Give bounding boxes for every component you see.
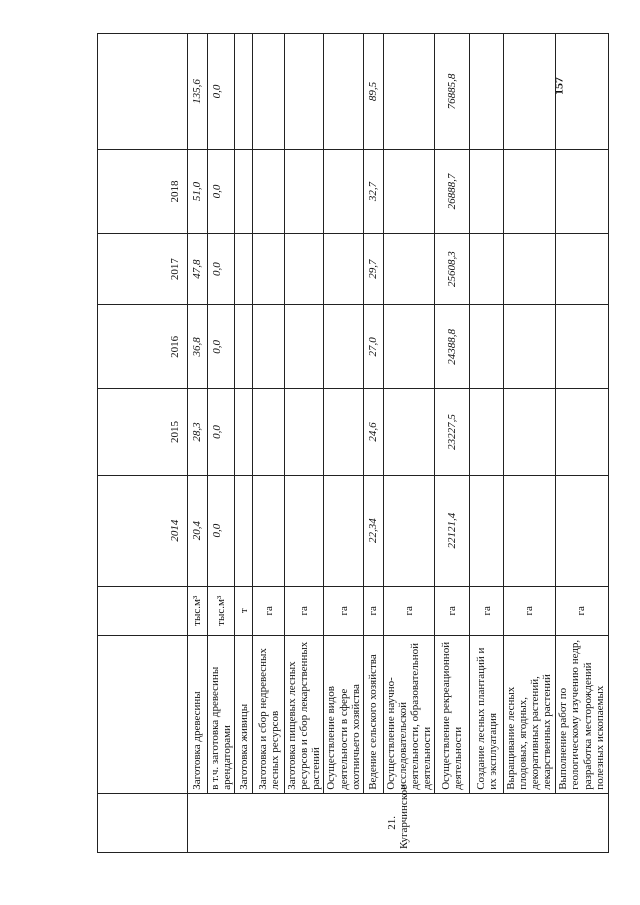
value-cell	[285, 150, 324, 234]
unit-cell: га	[285, 586, 324, 635]
activity-cell: Заготовка живицы	[235, 635, 253, 793]
value-cell	[285, 34, 324, 150]
region-number: 21.	[385, 816, 398, 830]
value-cell	[504, 34, 555, 150]
value-cell	[504, 305, 555, 389]
value-cell: 0,0	[208, 34, 235, 150]
table-row	[324, 34, 363, 853]
value-cell	[383, 475, 434, 586]
value-cell	[324, 233, 363, 305]
value-cell: 89,5	[363, 34, 383, 150]
value-cell	[324, 475, 363, 586]
value-cell	[504, 389, 555, 475]
value-cell	[555, 233, 608, 305]
value-cell	[383, 233, 434, 305]
value-cell: 25608,3	[435, 233, 470, 305]
unit-cell: тыс.м³	[208, 586, 235, 635]
unit-cell: га	[435, 586, 470, 635]
value-cell	[504, 233, 555, 305]
value-cell	[555, 389, 608, 475]
value-cell	[253, 475, 285, 586]
value-cell: 29,7	[363, 233, 383, 305]
unit-cell: тыс.м³	[188, 586, 208, 635]
unit-cell: га	[383, 586, 434, 635]
page-number: 157	[551, 77, 566, 95]
value-cell	[285, 475, 324, 586]
activity-cell: Заготовка и сбор недревесных лесных ресурсов	[253, 635, 285, 793]
value-cell	[235, 389, 253, 475]
value-cell	[324, 150, 363, 234]
value-cell	[555, 150, 608, 234]
value-cell	[383, 305, 434, 389]
activity-cell: Выращивание лесных плодовых, ягодных, декоративных растений, лекарственных растений	[504, 635, 555, 793]
value-cell	[555, 305, 608, 389]
value-cell	[470, 305, 504, 389]
header-row	[98, 34, 188, 853]
value-cell: 22121,4	[435, 475, 470, 586]
value-cell: 32,7	[363, 150, 383, 234]
value-cell	[383, 150, 434, 234]
table-row	[188, 34, 208, 853]
value-cell: 26888,7	[435, 150, 470, 234]
value-cell	[470, 233, 504, 305]
value-cell: 0,0	[208, 233, 235, 305]
header-year-2018: 2018	[98, 150, 188, 234]
value-cell	[235, 305, 253, 389]
table-row	[285, 34, 324, 853]
value-cell	[324, 389, 363, 475]
value-cell: 36,8	[188, 305, 208, 389]
region-cell	[188, 784, 609, 852]
value-cell	[253, 150, 285, 234]
value-cell	[470, 34, 504, 150]
value-cell: 0,0	[208, 150, 235, 234]
value-cell	[285, 233, 324, 305]
value-cell: 0,0	[208, 389, 235, 475]
unit-cell: га	[504, 586, 555, 635]
header-year-2016: 2016	[98, 305, 188, 389]
unit-cell: га	[253, 586, 285, 635]
value-cell: 51,0	[188, 150, 208, 234]
activity-cell: в т.ч. заготовка древесины арендаторами	[208, 635, 235, 793]
table-row	[363, 34, 383, 853]
activity-cell: Заготовка пищевых лесных ресурсов и сбор лекарственных растений	[285, 635, 324, 793]
value-cell	[235, 34, 253, 150]
value-cell	[470, 389, 504, 475]
forest-use-table	[97, 33, 609, 853]
activity-cell: Ведение сельского хозяйства	[363, 635, 383, 793]
activity-cell: Осуществление видов деятельности в сфере охотничьего хозяйства	[324, 635, 363, 793]
table-row	[504, 34, 555, 853]
value-cell	[235, 233, 253, 305]
unit-cell: га	[324, 586, 363, 635]
header-unit	[98, 586, 188, 635]
activity-cell: Выполнение работ по геологическому изучению недр, разработка месторождений полезных ископаемых	[555, 635, 608, 793]
value-cell	[285, 389, 324, 475]
value-cell: 22,34	[363, 475, 383, 586]
value-cell	[470, 475, 504, 586]
value-cell: 27,0	[363, 305, 383, 389]
header-year-2017: 2017	[98, 233, 188, 305]
value-cell	[253, 305, 285, 389]
activity-cell: Осуществление научно-исследовательской деятельности, образовательной деятельности	[383, 635, 434, 793]
activity-cell: Создание лесных плантаций и их эксплуатация	[470, 635, 504, 793]
value-cell	[555, 475, 608, 586]
value-cell	[235, 475, 253, 586]
table-row	[435, 34, 470, 853]
header-region	[98, 793, 188, 852]
value-cell	[383, 34, 434, 150]
value-cell: 28,3	[188, 389, 208, 475]
value-cell	[253, 389, 285, 475]
value-cell: 0,0	[208, 475, 235, 586]
value-cell	[504, 150, 555, 234]
value-cell	[324, 34, 363, 150]
header-year-total	[98, 34, 188, 150]
value-cell	[555, 34, 608, 150]
table-row	[470, 34, 504, 853]
value-cell	[470, 150, 504, 234]
value-cell	[285, 305, 324, 389]
value-cell	[253, 233, 285, 305]
value-cell: 76885,8	[435, 34, 470, 150]
activity-cell: Осуществление рекреационной деятельности	[435, 635, 470, 793]
header-year-2014: 2014	[98, 475, 188, 586]
table-row	[235, 34, 253, 853]
value-cell	[383, 389, 434, 475]
unit-cell: га	[470, 586, 504, 635]
unit-cell: га	[555, 586, 608, 635]
value-cell: 24388,8	[435, 305, 470, 389]
value-cell	[504, 475, 555, 586]
value-cell	[235, 150, 253, 234]
value-cell	[253, 34, 285, 150]
value-cell: 47,8	[188, 233, 208, 305]
unit-cell: га	[363, 586, 383, 635]
value-cell: 23227,5	[435, 389, 470, 475]
header-activity	[98, 635, 188, 793]
table-row	[208, 34, 235, 853]
value-cell: 135,6	[188, 34, 208, 150]
region-name: Кугарчинское	[397, 784, 410, 849]
table-row	[555, 34, 608, 853]
table-row	[253, 34, 285, 853]
value-cell	[324, 305, 363, 389]
value-cell: 0,0	[208, 305, 235, 389]
value-cell: 20,4	[188, 475, 208, 586]
unit-cell: т	[235, 586, 253, 635]
table-row	[383, 34, 434, 853]
header-year-2015: 2015	[98, 389, 188, 475]
value-cell: 24,6	[363, 389, 383, 475]
activity-cell: Заготовка древесины	[188, 635, 208, 793]
